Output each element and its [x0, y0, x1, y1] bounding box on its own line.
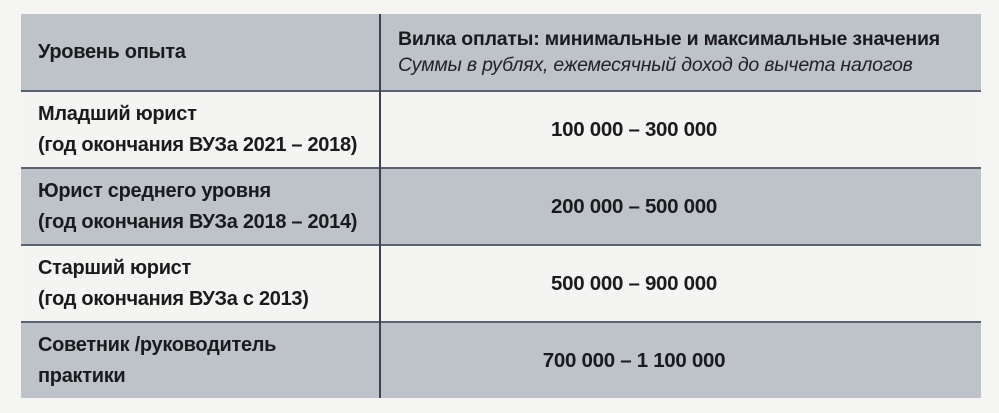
level-title: Младший юрист — [38, 102, 197, 125]
salary-range-cell: 200 000 – 500 000 — [551, 194, 717, 218]
level-title: Старший юрист — [38, 256, 192, 279]
table-header-row — [21, 14, 981, 90]
experience-level-cell — [21, 92, 379, 167]
level-detail: практики — [38, 364, 126, 387]
experience-level-cell — [21, 323, 379, 398]
level-title: Советник /руководитель — [38, 333, 277, 356]
salary-header-title: Вилка оплаты: минимальные и максимальные значения — [398, 28, 940, 50]
experience-header-label: Уровень опыта — [38, 40, 186, 63]
salary-range-cell: 700 000 – 1 100 000 — [542, 348, 726, 372]
salary-header-subtitle: Суммы в рублях, ежемесячный доход до вычета налогов — [398, 54, 913, 76]
level-detail: (год окончания ВУЗа с 2013) — [38, 287, 309, 310]
salary-table — [21, 14, 981, 398]
table-row — [21, 244, 981, 321]
table-row — [21, 90, 981, 167]
column-header-salary — [379, 14, 981, 90]
column-divider — [379, 14, 381, 398]
table-row — [21, 321, 981, 398]
level-title: Юрист среднего уровня — [38, 179, 271, 202]
salary-range-cell: 100 000 – 300 000 — [551, 117, 717, 141]
salary-range-cell: 500 000 – 900 000 — [551, 271, 717, 295]
experience-level-cell — [21, 169, 379, 244]
table-row — [21, 167, 981, 244]
column-header-experience — [21, 14, 379, 90]
experience-level-cell — [21, 246, 379, 321]
level-detail: (год окончания ВУЗа 2021 – 2018) — [38, 133, 358, 156]
level-detail: (год окончания ВУЗа 2018 – 2014) — [38, 210, 358, 233]
